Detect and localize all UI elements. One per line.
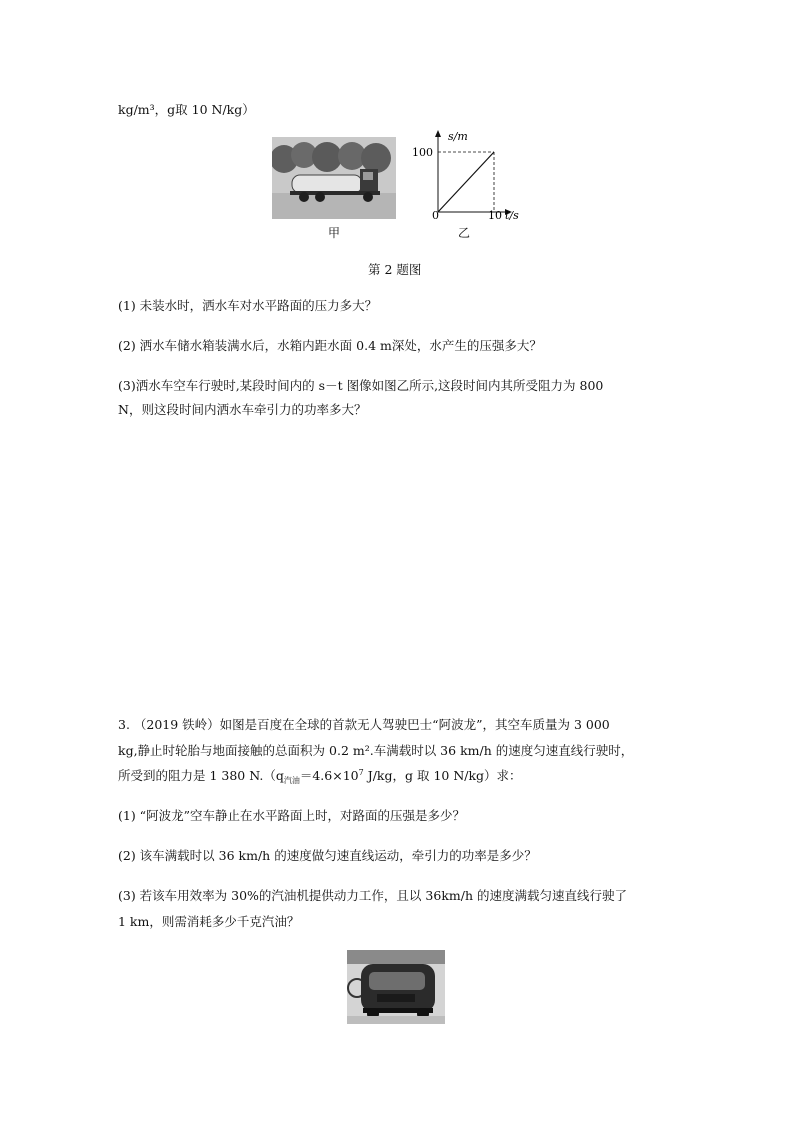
q3-line3-part-c: J/kg，g 取 10 N/kg）求： [363,768,522,783]
q3-line2: kg,静止时轮胎与地面接触的总面积为 0.2 m².车满载时以 36 km/h 的速度匀速直线行驶时， [118,743,634,758]
q3-part3-line2: 1 km，则需消耗多少千克汽油？ [118,914,300,929]
intro-tail-text: kg/m³，g取 10 N/kg） [118,102,255,117]
q2-part2: (2) 洒水车储水箱装满水后，水箱内距水面 0.4 m深处，水产生的压强多大？ [118,338,542,353]
y-axis-arrow-icon [435,130,441,137]
q3-part1: (1) “阿波龙”空车静止在水平路面上时，对路面的压强是多少？ [118,808,465,823]
s-t-graph [410,128,528,220]
q2-part3-line1: (3)洒水车空车行驶时,某段时间内的 s－t 图像如图乙所示,这段时间内其所受阻力为 800 [118,378,604,393]
q3-part3-line1: (3) 若该车用效率为 30%的汽油机提供动力工作，且以 36km/h 的速度满载匀速直线行驶了 [118,888,627,903]
x-tick-label: 10 [488,209,502,220]
q3-part2: (2) 该车满载时以 36 km/h 的速度做匀速直线运动，牵引力的功率是多少？ [118,848,537,863]
figure-caption: 第 2 题图 [368,262,422,277]
y-axis-label: s/m [448,130,468,143]
graph-label: 乙 [458,226,471,240]
series-line [438,152,494,212]
q2-part1: (1) 未装水时，洒水车对水平路面的压力多大？ [118,298,378,313]
q2-part3-line2: N，则这段时间内洒水车牵引力的功率多大？ [118,402,367,417]
q3-line1: 3. （2019 铁岭）如图是百度在全球的首款无人驾驶巴士“阿波龙”，其空车质量为 3 000 [118,717,610,732]
q3-line3-subscript: 汽油 [283,776,300,785]
origin-label: 0 [432,209,439,220]
q3-line3-superscript: 7 [358,768,364,777]
x-axis-label: t/s [505,209,519,220]
q3-line3-part-a: 所受到的阻力是 1 380 N.（q [118,768,284,783]
q3-line3 [118,767,522,787]
water-truck-photo [272,137,396,219]
photo-label: 甲 [328,226,341,240]
water-truck-icon [272,137,396,219]
autonomous-bus-icon [347,950,445,1024]
q3-line3-part-b: ＝4.6×10 [299,768,359,783]
y-tick-label: 100 [412,146,433,159]
apolong-bus-photo [347,950,445,1024]
